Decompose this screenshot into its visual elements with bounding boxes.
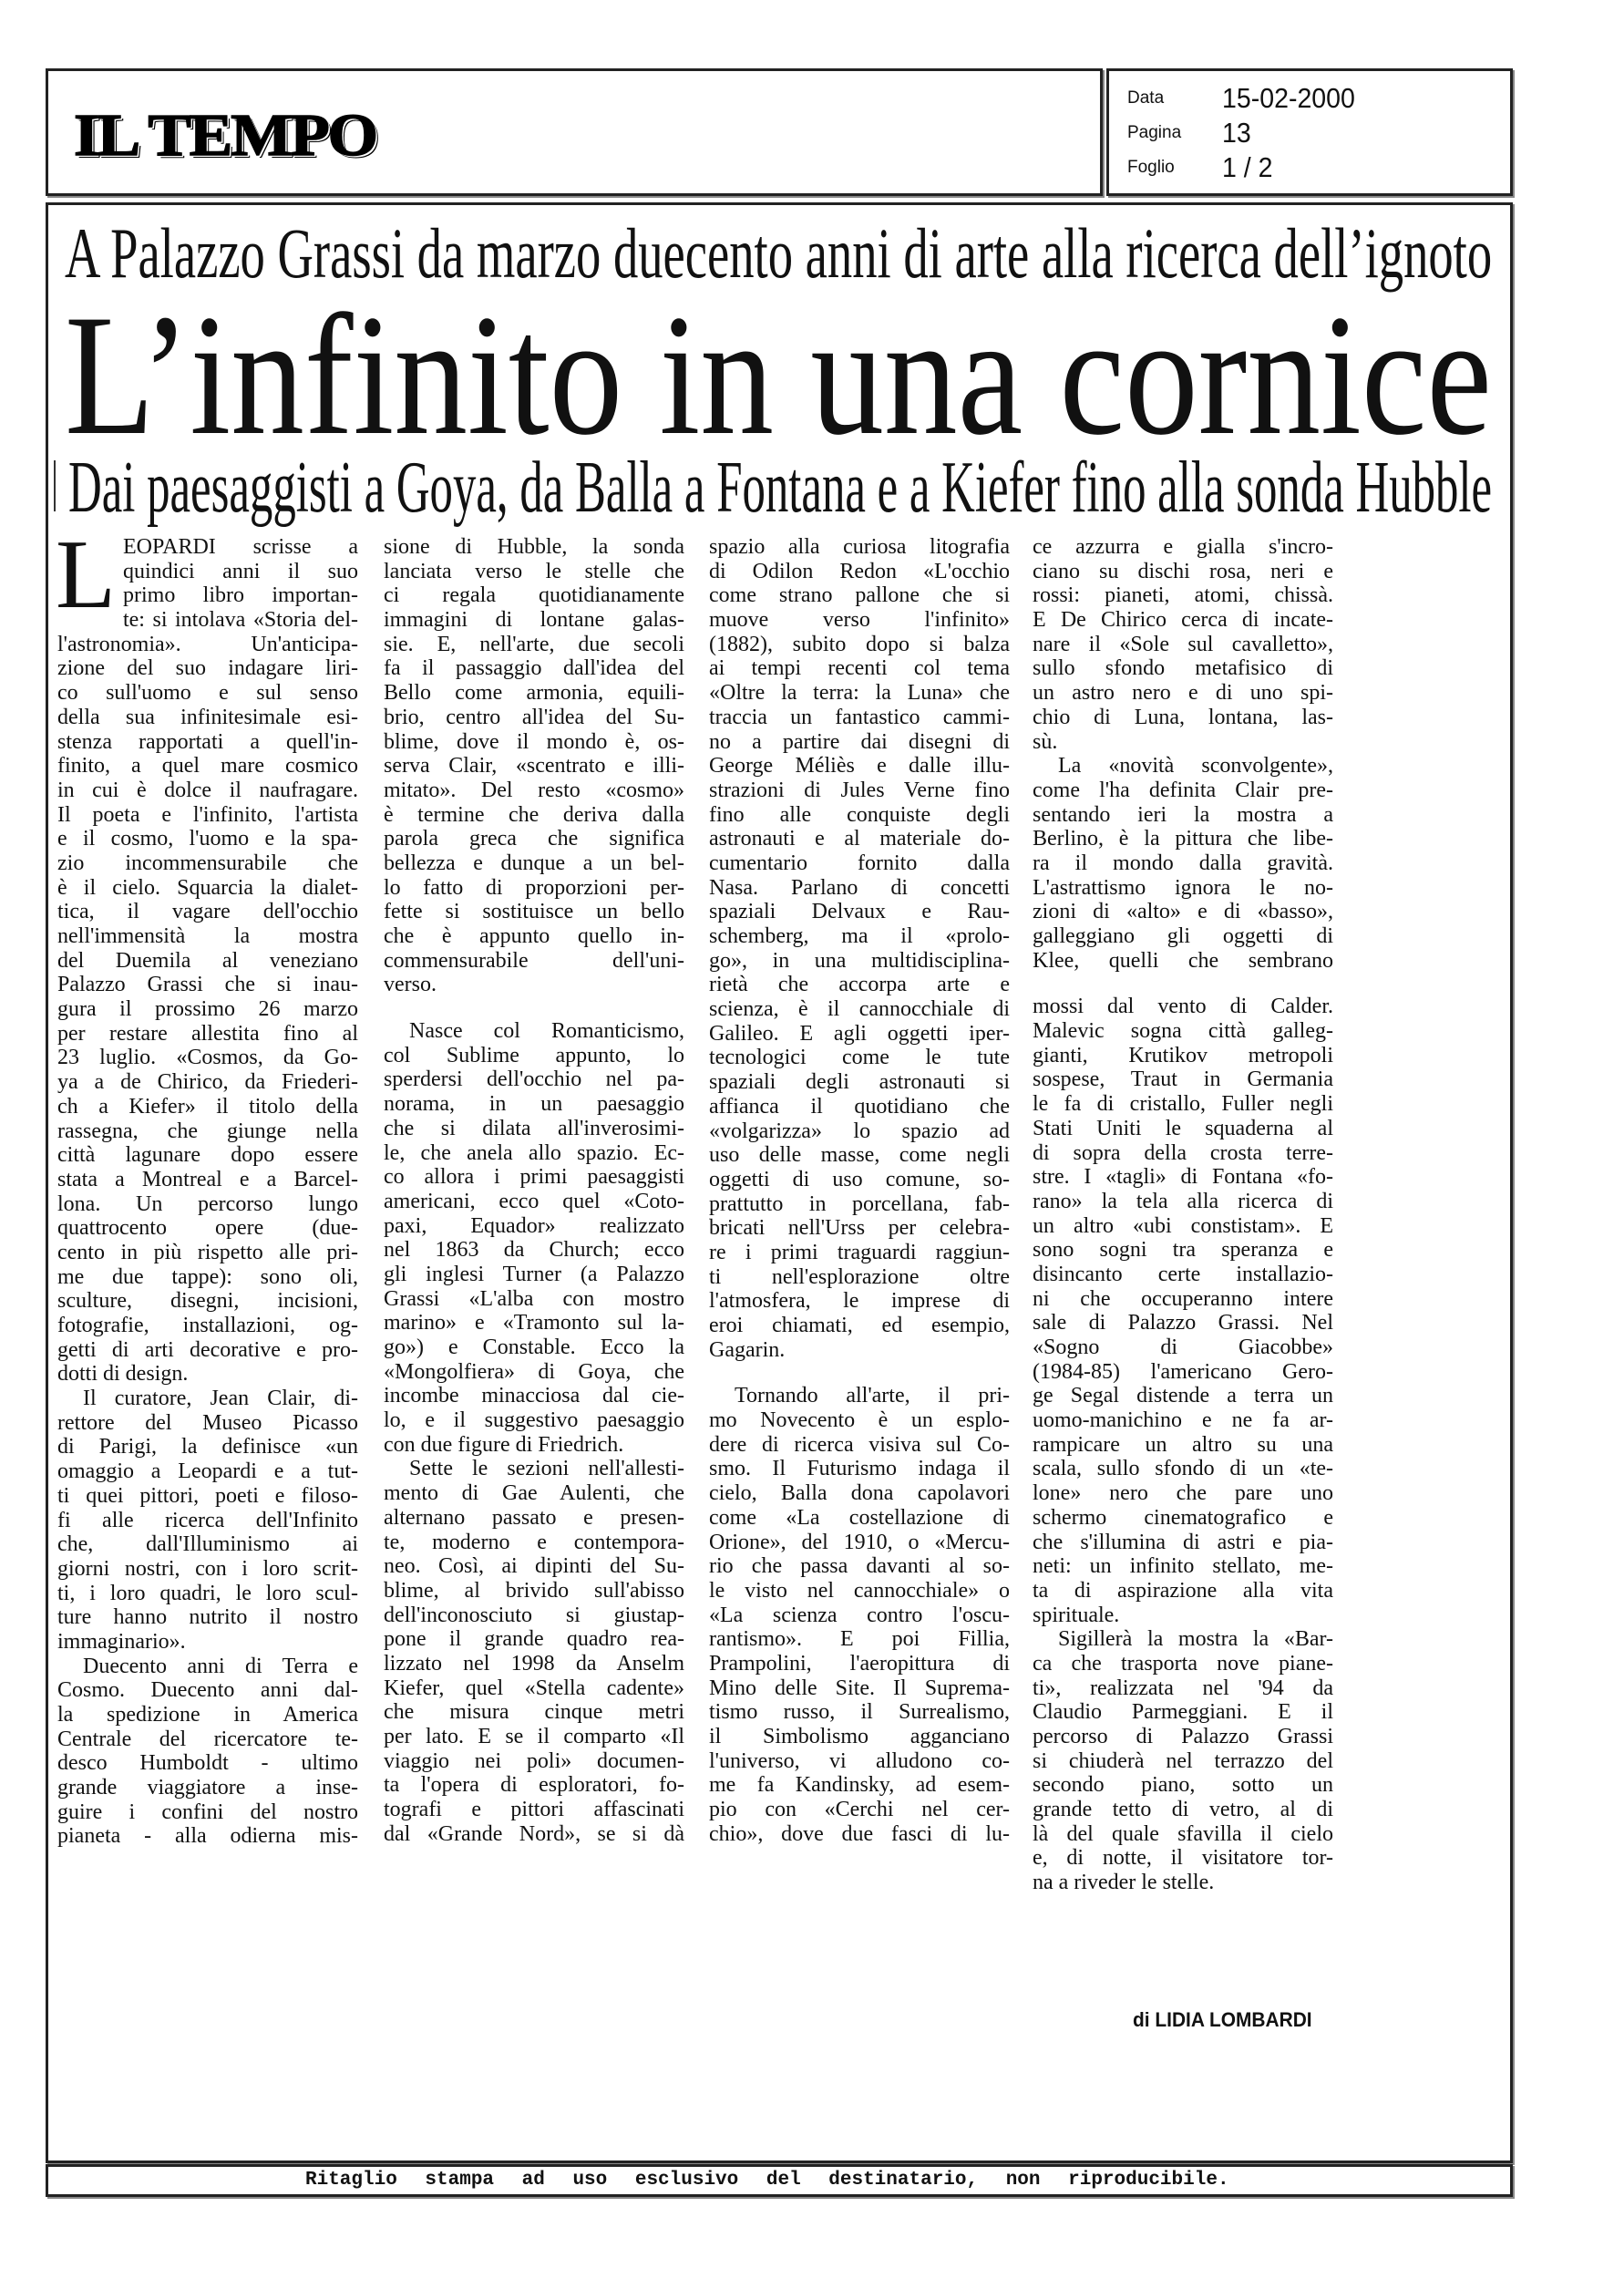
article-line: l'universo, vi alludono co-: [709, 1748, 1010, 1773]
article-line: schemberg, ma il «prolo-: [709, 924, 1010, 948]
article-line: mento di Gae Aulenti, che: [384, 1481, 684, 1506]
article-line: stenza rapportati a quell'in-: [57, 729, 358, 754]
article-line: ch a Kiefer» il titolo della: [57, 1094, 358, 1119]
article-line: sono sogni tra speranza e: [1033, 1238, 1333, 1263]
article-line: ca che trasporta nove piane-: [1033, 1651, 1333, 1676]
article-line: cento in più rispetto alle pri-: [57, 1240, 358, 1264]
article-line: ti», realizzata nel '94 da: [1033, 1676, 1333, 1700]
article-line: rassegna, che giunge nella: [57, 1119, 358, 1143]
article-line: lo fatto di proporzioni per-: [384, 875, 684, 900]
article-line: rampicare un altro su una: [1033, 1432, 1333, 1457]
article-line: rantismo». E poi Fillia,: [709, 1627, 1010, 1652]
article-line: in cui è dolce il naufragare.: [57, 778, 358, 802]
article-line: gli inglesi Turner (a Palazzo: [384, 1262, 684, 1286]
article-line: go», in una multidisciplina-: [709, 948, 1010, 973]
article-line: rio che passa davanti al so-: [709, 1554, 1010, 1579]
article-line: astronauti e al materiale do-: [709, 827, 1010, 851]
article-line: le fa di cristallo, Fuller negli: [1033, 1092, 1333, 1117]
article-line: lanciata verso le stelle che: [384, 559, 684, 583]
article-line: dell'inconosciuto si giustap-: [384, 1603, 684, 1627]
article-line: e il cosmo, l'uomo e la spa-: [57, 827, 358, 851]
article-line: me fa Kandinsky, ad esem-: [709, 1773, 1010, 1798]
article-line: primo libro importan-: [122, 583, 358, 608]
meta-page: [1127, 117, 1253, 150]
article-line: un altro «ubi constistam». E: [1033, 1213, 1333, 1238]
article-line: del Duemila al veneziano: [57, 948, 358, 973]
article-line: na a riveder le stelle.: [1033, 1871, 1215, 1895]
meta-value: 13: [1222, 117, 1251, 149]
article-line: marino» e «Tramonto sul la-: [384, 1311, 684, 1335]
article-line: fi alle ricerca dell'Infinito: [57, 1508, 358, 1532]
article-line: Nasa. Parlano di concetti: [709, 875, 1010, 900]
article-line: sie. E, nell'arte, due secoli: [384, 632, 684, 656]
article-line: dal «Grande Nord», se si dà: [384, 1821, 684, 1846]
article-line: sculture, disegni, incisioni,: [57, 1289, 358, 1314]
article-line: ciano su dischi rosa, neri e: [1033, 559, 1333, 583]
article-line: te: si intolava «Storia del-: [122, 608, 358, 633]
article-line: prattutto in porcellana, fab-: [709, 1191, 1010, 1216]
article-line: nare il «Sole sul cavalletto»,: [1033, 632, 1333, 656]
article-line: uso delle masse, come negli: [709, 1143, 1010, 1168]
article-line: Nasce col Romanticismo,: [409, 1019, 684, 1044]
article-line: scala, sullo sfondo di un «te-: [1033, 1457, 1333, 1481]
article-line: disincanto certe installazio-: [1033, 1262, 1333, 1286]
article-line: zioni di «alto» e di «basso»,: [1033, 900, 1333, 924]
article-line: spaziali degli astronauti si: [709, 1070, 1010, 1095]
article-line: l'atmosfera, le imprese di: [709, 1289, 1010, 1314]
article-line: spaziali Delvaux e Rau-: [709, 900, 1010, 924]
article-line: ra il mondo dalla gravità.: [1033, 851, 1333, 875]
article-line: lone» nero che pare uno: [1033, 1481, 1333, 1506]
article-line: ta l'opera di esploratori, fo-: [384, 1773, 684, 1798]
article-line: di sopra della crosta terre-: [1033, 1140, 1333, 1165]
article-title: L’infinito in una cornice: [65, 280, 1492, 471]
article-line: fino alle conquiste degli: [709, 802, 1010, 827]
article-line: muove verso l'infinito»: [709, 608, 1010, 633]
footer-notice: Ritaglio stampa ad uso esclusivo del destinatario, non riproducibile.: [305, 2170, 1229, 2191]
article-line: grande tetto di vetro, al di: [1033, 1798, 1333, 1822]
article-line: re i primi traguardi raggiun-: [709, 1240, 1010, 1264]
article-line: Gagarin.: [709, 1337, 786, 1362]
article-line: per restare allestita fino al: [57, 1021, 358, 1046]
article-column-2: [384, 535, 684, 1846]
article-line: che è appunto quello in-: [384, 924, 684, 948]
article-line: me due tappe): sono oli,: [57, 1264, 358, 1289]
article-line: ture hanno nutrito il nostro: [57, 1605, 358, 1630]
meta-date: [1127, 82, 1367, 115]
article-line: omaggio a Leopardi e a tut-: [57, 1459, 358, 1484]
article-line: con due figure di Friedrich.: [384, 1432, 624, 1457]
subtitle-rule: [54, 460, 56, 511]
drop-cap: L: [56, 521, 116, 629]
meta-label: Foglio: [1127, 158, 1175, 177]
article-line: paxi, Equador» realizzato: [384, 1213, 684, 1238]
article-line: eroi chiamati, ed esempio,: [709, 1314, 1010, 1337]
article-line: (1882), subito dopo si balza: [709, 632, 1010, 656]
article-line: là del quale sfavilla il cielo: [1033, 1821, 1333, 1846]
article-line: Cosmo. Duecento anni dal-: [57, 1678, 358, 1703]
article-line: ya a de Chirico, da Friederi-: [57, 1070, 358, 1095]
article-line: Malevic sogna città galleg-: [1033, 1019, 1333, 1044]
article-line: chio di Luna, lontana, las-: [1033, 705, 1333, 729]
article-line: le visto nel cannocchiale» o: [709, 1578, 1010, 1603]
article-line: guire i confini del nostro: [57, 1799, 358, 1824]
article-line: lo, e il suggestivo paesaggio: [384, 1408, 684, 1433]
article-line: Il curatore, Jean Clair, di-: [83, 1387, 358, 1411]
article-line: si chiuderà nel terrazzo del: [1033, 1748, 1333, 1773]
article-line: percorso di Palazzo Grassi: [1033, 1725, 1333, 1748]
article-line: sione di Hubble, la sonda: [384, 535, 684, 559]
article-line: commensurabile dell'uni-: [384, 948, 684, 973]
article-line: nell'immensità la mostra: [57, 924, 358, 948]
article-line: che s'illumina di astri e pia-: [1033, 1530, 1333, 1554]
article-line: lizzato nel 1998 da Anselm: [384, 1651, 684, 1676]
meta-label: Data: [1127, 88, 1165, 108]
meta-value: 15-02-2000: [1222, 82, 1355, 114]
article-line: sù.: [1033, 729, 1058, 754]
article-line: sullo sfondo metafisico di: [1033, 656, 1333, 681]
article-line: blime, al brivido sull'abisso: [384, 1578, 684, 1603]
article-line: città lagunare dopo essere: [57, 1143, 358, 1168]
article-line: come «La costellazione di: [709, 1505, 1010, 1530]
article-line: è termine che deriva dalla: [384, 802, 684, 827]
article-line: sale di Palazzo Grassi. Nel: [1033, 1311, 1333, 1335]
article-line: «Oltre la terra: la Luna» che: [709, 681, 1010, 706]
article-line: «volgarizza» lo spazio ad: [709, 1119, 1010, 1143]
article-line: grande viaggiatore a inse-: [57, 1776, 358, 1800]
article-line: (1984-85) l'americano Gero-: [1033, 1359, 1333, 1384]
article-line: bellezza e dunque a un bel-: [384, 851, 684, 875]
article-line: L'astrattismo ignora le no-: [1033, 875, 1333, 900]
article-line: dere di ricerca visiva sul Co-: [709, 1432, 1010, 1457]
article-line: bricati nell'Urss per celebra-: [709, 1216, 1010, 1241]
article-line: serva Clair, «scentrato e illi-: [384, 754, 684, 779]
article-line: sentando ieri la mostra a: [1033, 802, 1333, 827]
article-line: tica, il vagare dell'occhio: [57, 900, 358, 924]
article-line: parola greca che significa: [384, 827, 684, 851]
article-line: EOPARDI scrisse a: [122, 535, 358, 559]
article-line: Mino delle Site. Il Suprema-: [709, 1676, 1010, 1700]
article-line: ti quei pittori, poeti e filoso-: [57, 1483, 358, 1508]
article-line: l'astronomia». Un'anticipa-: [57, 632, 358, 656]
article-line: Bello come armonia, equili-: [384, 681, 684, 706]
article-line: fette si sostituisce un bello: [384, 900, 684, 924]
article-line: rano» la tela alla ricerca di: [1033, 1189, 1333, 1213]
article-line: col Sublime appunto, lo: [384, 1043, 684, 1067]
article-line: quattrocento opere (due-: [57, 1216, 358, 1241]
article-line: schermo cinematografico e: [1033, 1505, 1333, 1530]
article-line: tografi e pittori affascinati: [384, 1798, 684, 1822]
article-line: ti, i loro quadri, le loro scul-: [57, 1581, 358, 1605]
article-line: immaginario».: [57, 1629, 186, 1654]
newspaper-logo: IL TEMPO: [74, 102, 376, 169]
article-line: lona. Un percorso lungo: [57, 1191, 358, 1216]
article-line: pianeta - alla odierna mis-: [57, 1824, 358, 1849]
article-line: E De Chirico cerca di incate-: [1033, 608, 1333, 633]
article-line: mitato». Del resto «cosmo»: [384, 778, 684, 802]
article-line: americani, ecco quel «Coto-: [384, 1189, 684, 1213]
article-line: go») e Constable. Ecco la: [384, 1335, 684, 1359]
clipping-meta-box: [1106, 68, 1513, 196]
article-line: stata a Montreal e a Barcel-: [57, 1167, 358, 1191]
article-line: desco Humboldt - ultimo: [57, 1751, 358, 1776]
article-line: viaggio nei poli» documen-: [384, 1748, 684, 1773]
article-line: rietà che accorpa arte e: [709, 973, 1010, 997]
article-line: che si dilata all'inverosimi-: [384, 1116, 684, 1140]
article-line: dotti di design.: [57, 1362, 189, 1387]
article-line: chio», dove due fasci di lu-: [709, 1821, 1010, 1846]
article-line: ta di aspirazione alla vita: [1033, 1578, 1333, 1603]
article-line: ti nell'esplorazione oltre: [709, 1264, 1010, 1289]
article-line: Tornando all'arte, il pri-: [735, 1384, 1010, 1408]
article-line: gianti, Krutikov metropoli: [1033, 1043, 1333, 1067]
article-line: alternano passato e presen-: [384, 1505, 684, 1530]
article-line: spirituale.: [1033, 1603, 1120, 1627]
article-line: no a partire dai disegni di: [709, 729, 1010, 754]
article-line: è il cielo. Squarcia la dialet-: [57, 875, 358, 900]
article-line: fa il passaggio dall'idea del: [384, 656, 684, 681]
article-subtitle: Dai paesaggisti a Goya, da Balla a Fontana e a Kiefer fino alla sonda Hubble: [68, 448, 1493, 528]
article-line: brio, centro all'idea del Su-: [384, 705, 684, 729]
article-line: come strano pallone che si: [709, 583, 1010, 608]
article-line: ni che occuperanno intere: [1033, 1286, 1333, 1311]
article-line: Sette le sezioni nell'allesti-: [409, 1457, 684, 1481]
article-line: co allora i primi paesaggisti: [384, 1165, 684, 1190]
article-line: ce azzurra e gialla s'incro-: [1033, 535, 1333, 559]
article-line: un astro nero e di uno spi-: [1033, 681, 1333, 706]
article-column-4: [1033, 535, 1333, 1895]
article-line: te, moderno e contempora-: [384, 1530, 684, 1554]
meta-label: Pagina: [1127, 123, 1182, 142]
article-line: zione del suo indagare liri-: [57, 656, 358, 681]
article-line: tecnologici come le tute: [709, 1046, 1010, 1070]
article-line: Galileo. E agli oggetti iper-: [709, 1021, 1010, 1046]
masthead-box: [46, 68, 1103, 196]
article-line: sospese, Traut in Germania: [1033, 1067, 1333, 1092]
article-line: smo. Il Futurismo indaga il: [709, 1457, 1010, 1481]
article-line: tismo russo, il Surrealismo,: [709, 1700, 1010, 1725]
article-line: spazio alla curiosa litografia: [709, 535, 1010, 559]
article-line: oggetti di uso comune, so-: [709, 1167, 1010, 1191]
article-line: pio con «Cerchi nel cer-: [709, 1798, 1010, 1822]
article-line: ge Segal distende a terra un: [1033, 1384, 1333, 1408]
article-line: come l'ha definita Clair pre-: [1033, 778, 1333, 802]
article-line: di Odilon Redon «L'occhio: [709, 559, 1010, 583]
article-box: [46, 202, 1513, 2163]
article-line: «Mongolfiera» di Goya, che: [384, 1359, 684, 1384]
article-line: per lato. E se il comparto «Il: [384, 1725, 684, 1748]
article-line: mo Novecento è un esplo-: [709, 1408, 1010, 1433]
article-line: mossi dal vento di Calder.: [1033, 995, 1333, 1019]
article-line: immagini di lontane galas-: [384, 608, 684, 633]
article-line: che misura cinque metri: [384, 1700, 684, 1725]
article-line: co sull'uomo e sul senso: [57, 681, 358, 706]
article-line: George Méliès e dalle illu-: [709, 754, 1010, 779]
article-line: cielo, Balla dona capolavori: [709, 1481, 1010, 1506]
article-line: neo. Così, ai dipinti del Su-: [384, 1554, 684, 1579]
article-byline: di LIDIA LOMBARDI: [1133, 2008, 1312, 2031]
article-line: scienza, è il cannocchiale di: [709, 997, 1010, 1022]
article-column-3: [709, 535, 1010, 1846]
article-line: ai tempi recenti col tema: [709, 656, 1010, 681]
article-line: rettore del Museo Picasso: [57, 1410, 358, 1435]
article-line: strazioni di Jules Verne fino: [709, 778, 1010, 802]
article-line: giorni nostri, con i loro scrit-: [57, 1556, 358, 1581]
article-line: cumentario fornito dalla: [709, 851, 1010, 875]
article-line: gura il prossimo 26 marzo: [57, 997, 358, 1022]
article-line: 23 luglio. «Cosmos, da Go-: [57, 1046, 358, 1070]
article-line: stre. I «tagli» di Fontana «fo-: [1033, 1165, 1333, 1190]
article-line: «La scienza contro l'oscu-: [709, 1603, 1010, 1627]
article-line: secondo piano, sotto un: [1033, 1773, 1333, 1798]
article-line: blime, dove il mondo è, os-: [384, 729, 684, 754]
meta-sheet: [1127, 151, 1277, 184]
article-line: incombe minacciosa dal cie-: [384, 1384, 684, 1408]
article-line: La «novità sconvolgente»,: [1058, 754, 1333, 779]
article-line: norama, in un paesaggio: [384, 1092, 684, 1117]
article-line: Kiefer, quel «Stella cadente»: [384, 1676, 684, 1700]
article-line: Grassi «L'alba con mostro: [384, 1286, 684, 1311]
article-line: quindici anni il suo: [122, 559, 358, 583]
article-line: Prampolini, l'aeropittura di: [709, 1651, 1010, 1676]
article-line: sperdersi dell'occhio nel pa-: [384, 1067, 684, 1092]
article-line: fotografie, installazioni, og-: [57, 1314, 358, 1337]
article-column-1: [56, 521, 358, 1849]
article-line: uomo-manichino e ne fa ar-: [1033, 1408, 1333, 1433]
meta-value: 1 / 2: [1222, 151, 1273, 183]
article-line: galleggiano gli oggetti di: [1033, 924, 1333, 948]
article-line: getti di arti decorative e pro-: [57, 1337, 358, 1362]
article-line: della sua infinitesimale esi-: [57, 705, 358, 729]
article-line: che, dall'Illuminismo ai: [57, 1532, 358, 1557]
article-line: Berlino, è la pittura che libe-: [1033, 827, 1333, 851]
article-line: di Parigi, la definisce «un: [57, 1435, 358, 1459]
article-line: e, di notte, il visitatore tor-: [1033, 1846, 1333, 1871]
article-line: Claudio Parmeggiani. E il: [1033, 1700, 1333, 1725]
article-line: nel 1863 da Church; ecco: [384, 1238, 684, 1263]
article-line: Sigillerà la mostra la «Bar-: [1058, 1627, 1333, 1652]
article-line: ci regala quotidianamente: [384, 583, 684, 608]
article-kicker: A Palazzo Grassi da marzo duecento anni di arte alla ricerca dell’ignoto: [65, 213, 1493, 293]
article-line: la spedizione in America: [57, 1703, 358, 1727]
article-line: Orione», del 1910, o «Mercu-: [709, 1530, 1010, 1554]
article-line: neti: un infinito stellato, me-: [1033, 1554, 1333, 1579]
article-line: Centrale del ricercatore te-: [57, 1727, 358, 1751]
article-line: rossi: pianeti, atomi, chissà.: [1033, 583, 1333, 608]
article-line: Klee, quelli che sembrano: [1033, 948, 1333, 973]
article-line: Duecento anni di Terra e: [83, 1654, 358, 1678]
article-line: zio incommensurabile che: [57, 851, 358, 875]
article-line: affianca il quotidiano che: [709, 1094, 1010, 1119]
article-line: pone il grande quadro rea-: [384, 1627, 684, 1652]
article-line: Stati Uniti le squaderna al: [1033, 1116, 1333, 1140]
article-line: «Sogno di Giacobbe»: [1033, 1335, 1333, 1359]
article-line: Il poeta e l'infinito, l'artista: [57, 802, 358, 827]
footer-box: [46, 2164, 1513, 2197]
article-line: il Simbolismo agganciano: [709, 1725, 1010, 1748]
article-line: verso.: [384, 973, 437, 997]
article-line: finito, a quel mare cosmico: [57, 754, 358, 779]
article-line: traccia un fantastico cammi-: [709, 705, 1010, 729]
article-line: Palazzo Grassi che si inau-: [57, 973, 358, 997]
article-line: le, che anela allo spazio. Ec-: [384, 1140, 684, 1165]
